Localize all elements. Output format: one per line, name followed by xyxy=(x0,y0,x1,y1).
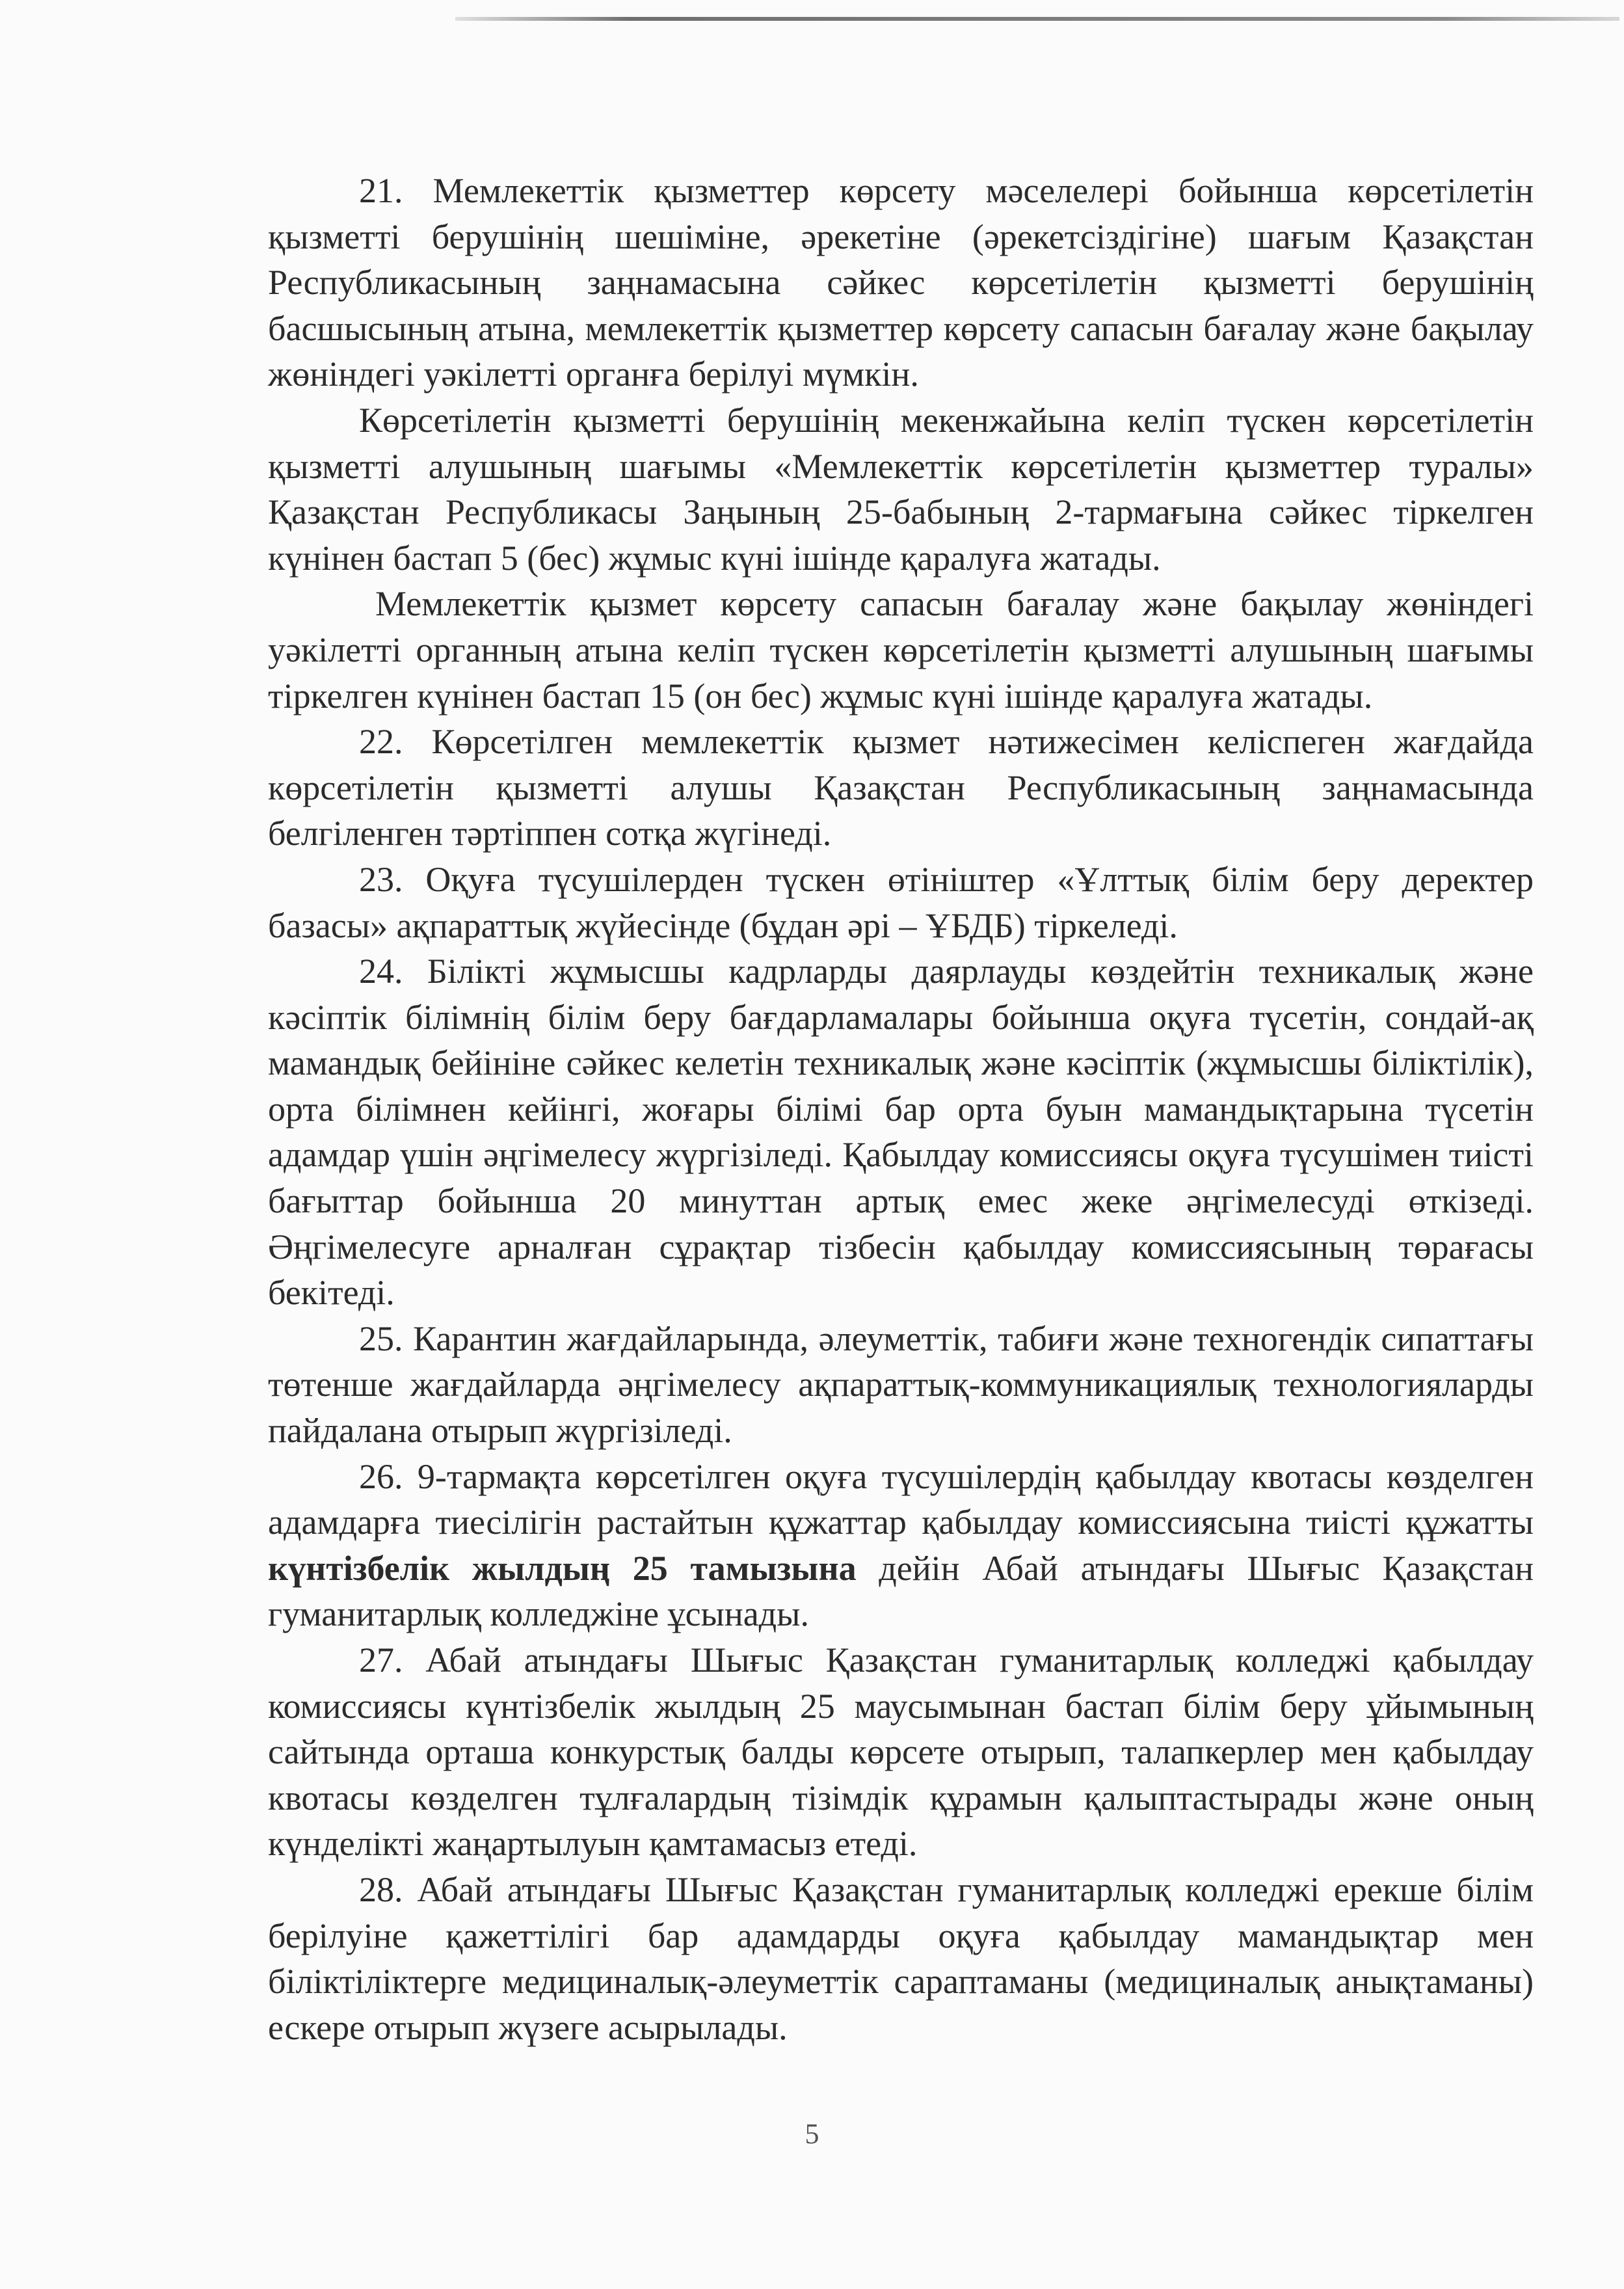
paragraph-23: 23. Оқуға түсушілерден түскен өтініштер «Ұлттық білім беру деректер базасы» ақпараттық жүйесінде (бұдан әрі – ҰБДБ) тіркеледі. xyxy=(268,859,1534,945)
paragraph-26-text-start: 26. 9-тармақта көрсетілген оқуға түсушілердің қабылдау квотасы көзделген адамдарға тиесілігін растайтын құжаттар қабылдау комиссиясына тиісті құжатты xyxy=(268,1456,1534,1542)
paragraph-21: 21. Мемлекеттік қызметтер көрсету мәселелері бойынша көрсетілетін қызметті берушінің шешіміне, әрекетіне (әрекетсіздігіне) шағым Қазақстан Республикасының заңнамасына сәйкес көрсетілетін қызметті берушінің басшысының атына, мемлекеттік қызметтер көрсету сапасын бағалау және бақылау жөніндегі уәкілетті органға берілуі мүмкін. xyxy=(268,171,1534,394)
paragraph-22: 22. Көрсетілген мемлекеттік қызмет нәтижесімен келіспеген жағдайда көрсетілетін қызметті алушы Қазақстан Республикасының заңнамасында белгіленген тәртіппен сотқа жүгінеді. xyxy=(268,722,1534,853)
paragraph-25: 25. Карантин жағдайларында, әлеуметтік, табиғи және техногендік сипаттағы төтенше жағдайларда әңгімелесу ақпараттық-коммуникациялық технологияларды пайдалана отырып жүргізіледі. xyxy=(268,1319,1534,1451)
scan-top-edge-line xyxy=(455,17,1619,21)
paragraph-21-complaint-authority: Мемлекеттік қызмет көрсету сапасын бағалау және бақылау жөніндегі уәкілетті органның атына келіп түскен көрсетілетін қызметті алушының шағымы тіркелген күнінен бастап 15 (он бес) жұмыс күні ішінде қаралуға жатады. xyxy=(268,584,1534,716)
paragraph-24: 24. Білікті жұмысшы кадрларды даярлауды көздейтін техникалық және кәсіптік білімнің білім беру бағдарламалары бойынша оқуға түсетін, сондай-ақ мамандық бейініне сәйкес келетін техникалық және кәсіптік (жұмысшы біліктілік), орта білімнен кейінгі, жоғары білімі бар орта буын мамандықтарына түсетін адамдар үшін әңгімелесу жүргізіледі. Қабылдау комиссиясы оқуға түсушімен тиісті бағыттар бойынша 20 минуттан артық емес жеке әңгімелесуді өткізеді. Әңгімелесуге арналған сұрақтар тізбесін қабылдау комиссиясының төрағасы бекітеді. xyxy=(268,952,1534,1313)
paragraph-26-text-end: дейін Абай атындағы Шығыс Қазақстан гуманитарлық колледжіне ұсынады. xyxy=(268,1548,1534,1634)
paragraph-26 xyxy=(268,1454,1534,1637)
paragraph-26-deadline-bold: күнтізбелік жылдың 25 тамызына xyxy=(268,1548,857,1588)
paragraph-27: 27. Абай атындағы Шығыс Қазақстан гуманитарлық колледжі қабылдау комиссиясы күнтізбелік жылдың 25 маусымынан бастап білім беру ұйымының сайтында орташа конкурстық балды көрсете отырып, талапкерлер мен қабылдау квотасы көзделген тұлғалардың тізімдік құрамын қалыптастырады және оның күнделікті жаңартылуын қамтамасыз етеді. xyxy=(268,1640,1534,1864)
page-number: 5 xyxy=(805,2118,819,2150)
document-body xyxy=(268,168,1534,2050)
paragraph-21-complaint-provider: Көрсетілетін қызметті берушінің мекенжайына келіп түскен көрсетілетін қызметті алушының шағымы «Мемлекеттік көрсетілетін қызметтер туралы» Қазақстан Республикасы Заңының 25-бабының 2-тармағына сәйкес тіркелген күнінен бастап 5 (бес) жұмыс күні ішінде қаралуға жатады. xyxy=(268,400,1534,578)
paragraph-28: 28. Абай атындағы Шығыс Қазақстан гуманитарлық колледжі ерекше білім берілуіне қажеттілігі бар адамдарды оқуға қабылдау мамандықтар мен біліктіліктерге медициналық-әлеуметтік сараптаманы (медициналық анықтаманы) ескере отырып жүзеге асырылады. xyxy=(268,1869,1534,2047)
